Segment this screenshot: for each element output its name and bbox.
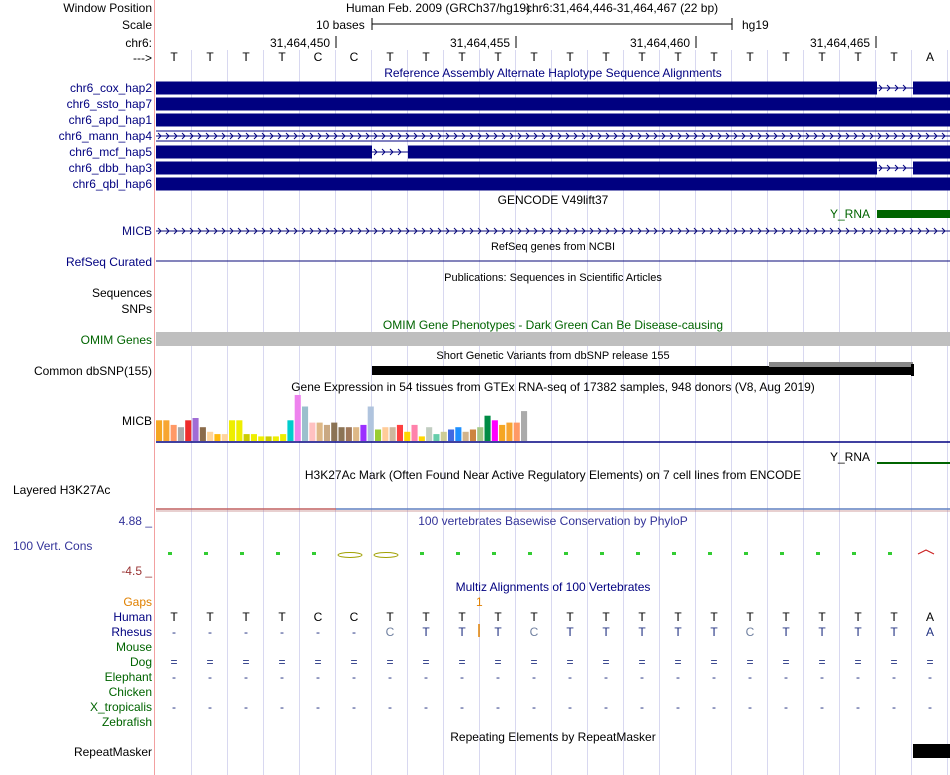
scale-text: 10 bases bbox=[316, 18, 365, 32]
base-letter: T bbox=[494, 50, 502, 64]
species-rhesus-label: Rhesus bbox=[111, 625, 152, 639]
alignment-base: T bbox=[386, 610, 394, 624]
alignment-base: - bbox=[352, 670, 356, 684]
alignment-base: T bbox=[854, 610, 862, 624]
base-letter: T bbox=[566, 50, 574, 64]
phylop-score bbox=[374, 553, 398, 558]
phylop-score bbox=[636, 552, 640, 555]
phylop-score bbox=[672, 552, 676, 555]
hap-label-7[interactable]: chr6_qbl_hap6 bbox=[72, 177, 152, 191]
alignment-base: T bbox=[566, 610, 574, 624]
alignment-base: - bbox=[208, 670, 212, 684]
gtex-bar bbox=[280, 434, 286, 441]
h3k27ac-label[interactable]: Layered H3K27Ac bbox=[13, 483, 111, 497]
gtex-bar bbox=[193, 418, 199, 441]
phylop-title[interactable]: 100 vertebrates Basewise Conservation by PhyloP bbox=[418, 514, 688, 528]
base-letter: T bbox=[530, 50, 538, 64]
hap-label-1[interactable]: chr6_cox_hap2 bbox=[69, 81, 152, 95]
hap3-block-a bbox=[156, 162, 877, 175]
alignment-base: - bbox=[676, 700, 680, 714]
alignment-base: - bbox=[424, 700, 428, 714]
gtex-bar bbox=[433, 434, 439, 441]
multiz-title[interactable]: Multiz Alignments of 100 Vertebrates bbox=[455, 580, 651, 594]
hap6-block bbox=[156, 178, 950, 191]
publications-seq-label[interactable]: Sequences bbox=[91, 286, 152, 300]
hap1-block bbox=[156, 114, 950, 127]
alignment-base: = bbox=[494, 655, 502, 669]
gtex-bar bbox=[258, 436, 264, 441]
alignment-base: = bbox=[422, 655, 430, 669]
alignment-base: T bbox=[278, 610, 286, 624]
position-text: chr6:31,464,446-31,464,467 (22 bp) bbox=[526, 1, 719, 15]
alignment-base: - bbox=[208, 700, 212, 714]
gtex-bar bbox=[360, 425, 366, 441]
alignment-base: - bbox=[640, 700, 644, 714]
alignment-base: - bbox=[244, 700, 248, 714]
alignment-base: T bbox=[674, 610, 682, 624]
omim-label[interactable]: OMIM Genes bbox=[80, 333, 152, 347]
alignment-base: = bbox=[170, 655, 178, 669]
gencode-yrna-block bbox=[877, 210, 950, 218]
alignment-base: T bbox=[458, 610, 466, 624]
tick-label-3: 31,464,460 bbox=[630, 36, 691, 50]
alignment-base: C bbox=[385, 625, 395, 639]
alignment-base: T bbox=[422, 610, 430, 624]
alignment-base: - bbox=[460, 700, 464, 714]
track-area[interactable] bbox=[156, 0, 950, 775]
alignment-base: - bbox=[244, 670, 248, 684]
hap7-block bbox=[156, 98, 950, 111]
gtex-bar bbox=[309, 423, 315, 441]
alignment-base: - bbox=[784, 670, 788, 684]
alignment-base: - bbox=[316, 700, 320, 714]
gtex-bar bbox=[295, 395, 301, 441]
gtex-bar bbox=[287, 420, 293, 441]
gencode-gene-label[interactable]: MICB bbox=[122, 224, 152, 238]
alignment-base: - bbox=[604, 700, 608, 714]
tick-label-2: 31,464,455 bbox=[450, 36, 511, 50]
hap-label-4[interactable]: chr6_mann_hap4 bbox=[58, 129, 152, 143]
multiz-gaps-label: Gaps bbox=[123, 595, 152, 609]
alignment-base: T bbox=[602, 625, 610, 639]
species-chicken-label: Chicken bbox=[108, 685, 152, 699]
alignment-base: C bbox=[745, 625, 755, 639]
phylop-score bbox=[312, 552, 316, 555]
gtex-bar bbox=[477, 427, 483, 441]
base-letter: A bbox=[925, 50, 934, 64]
gtex-bar bbox=[441, 432, 447, 441]
alignment-base: = bbox=[206, 655, 214, 669]
gtex-bar bbox=[455, 427, 461, 441]
gtex-bar bbox=[324, 425, 330, 441]
alignment-base: T bbox=[602, 610, 610, 624]
base-letter: T bbox=[278, 50, 286, 64]
alignment-base: = bbox=[674, 655, 682, 669]
alignment-base: - bbox=[316, 625, 320, 639]
alignment-base: - bbox=[748, 700, 752, 714]
alignment-base: - bbox=[640, 670, 644, 684]
alignment-base: = bbox=[566, 655, 574, 669]
h3k27ac-title[interactable]: H3K27Ac Mark (Often Found Near Active Regulatory Elements) on 7 cell lines from ENCODE bbox=[304, 468, 802, 482]
base-letter: C bbox=[313, 50, 323, 64]
alignment-base: T bbox=[710, 625, 718, 639]
species-elephant-label: Elephant bbox=[104, 670, 152, 684]
alignment-base: = bbox=[710, 655, 718, 669]
gtex-bar bbox=[251, 434, 257, 441]
alignment-base: - bbox=[928, 700, 932, 714]
gtex-bar bbox=[339, 427, 345, 441]
base-letter: C bbox=[349, 50, 359, 64]
gtex-bar bbox=[506, 423, 512, 441]
gtex-bar bbox=[404, 432, 410, 441]
multiz-gap-marker: 1 bbox=[476, 595, 483, 609]
alignment-base: - bbox=[172, 670, 176, 684]
gtex-bar bbox=[485, 416, 491, 441]
gtex-bar bbox=[266, 436, 272, 441]
alignment-base: = bbox=[638, 655, 646, 669]
db-text: hg19 bbox=[742, 18, 769, 32]
alignment-base: - bbox=[892, 700, 896, 714]
gtex-gene-label[interactable]: MICB bbox=[122, 414, 152, 428]
publications-title[interactable]: Publications: Sequences in Scientific Articles bbox=[444, 272, 662, 284]
alignment-base: = bbox=[458, 655, 466, 669]
gtex-bar bbox=[156, 420, 162, 441]
alignment-base: T bbox=[818, 625, 826, 639]
alignment-base: = bbox=[818, 655, 826, 669]
base-letter: T bbox=[242, 50, 250, 64]
scale-label: Scale bbox=[121, 18, 152, 32]
alignment-base: - bbox=[856, 700, 860, 714]
alignment-base: - bbox=[928, 670, 932, 684]
alignment-base: T bbox=[674, 625, 682, 639]
hap5-block-a bbox=[156, 146, 372, 159]
gtex-bar bbox=[499, 425, 505, 441]
species-mouse-label: Mouse bbox=[115, 640, 152, 654]
alignment-base: - bbox=[820, 670, 824, 684]
phylop-score bbox=[276, 552, 280, 555]
gtex-bar bbox=[382, 427, 388, 441]
alignment-base: = bbox=[854, 655, 862, 669]
base-letter: T bbox=[890, 50, 898, 64]
alignment-base: C bbox=[529, 625, 539, 639]
alignment-base: - bbox=[388, 700, 392, 714]
phylop-score bbox=[708, 552, 712, 555]
chrom-label: chr6: bbox=[125, 36, 152, 50]
gtex-bar bbox=[412, 425, 418, 441]
gtex-bar bbox=[222, 434, 228, 441]
base-letter: T bbox=[746, 50, 754, 64]
phylop-score bbox=[600, 552, 604, 555]
alignment-base: T bbox=[458, 625, 466, 639]
phylop-score bbox=[456, 552, 460, 555]
refseq-title[interactable]: RefSeq genes from NCBI bbox=[490, 241, 616, 253]
alignment-base: - bbox=[892, 670, 896, 684]
alignment-base: - bbox=[532, 670, 536, 684]
alignment-base: - bbox=[496, 670, 500, 684]
tick-label-4: 31,464,465 bbox=[810, 36, 871, 50]
alignment-base: T bbox=[710, 610, 718, 624]
alignment-base: = bbox=[782, 655, 790, 669]
base-letter: T bbox=[782, 50, 790, 64]
alignment-base: - bbox=[424, 670, 428, 684]
gtex-bar bbox=[346, 427, 352, 441]
gencode-yrna-label[interactable]: Y_RNA bbox=[830, 207, 871, 221]
phylop-score bbox=[564, 552, 568, 555]
window-position-label: Window Position bbox=[63, 1, 152, 15]
hap2-block-a bbox=[156, 82, 877, 95]
phylop-min-label: -4.5 _ bbox=[121, 564, 152, 578]
alignment-base: - bbox=[388, 670, 392, 684]
phylop-score bbox=[420, 552, 424, 555]
alignment-base: T bbox=[818, 610, 826, 624]
gtex-bar bbox=[521, 411, 527, 441]
gtex-bar bbox=[200, 427, 206, 441]
dbsnp-variant-black bbox=[372, 366, 913, 375]
omim-title[interactable]: OMIM Gene Phenotypes - Dark Green Can Be Disease-causing bbox=[382, 318, 724, 332]
phylop-score bbox=[528, 552, 532, 555]
phylop-score bbox=[852, 552, 856, 555]
alignment-base: = bbox=[278, 655, 286, 669]
alignment-base: - bbox=[172, 700, 176, 714]
dbsnp-variant-end bbox=[911, 364, 914, 376]
hap-label-6[interactable]: chr6_dbb_hap3 bbox=[68, 161, 152, 175]
alignment-base: - bbox=[568, 700, 572, 714]
alignment-base: - bbox=[784, 700, 788, 714]
repeatmasker-block bbox=[913, 744, 950, 758]
alignment-base: T bbox=[422, 625, 430, 639]
alignment-base: = bbox=[926, 655, 934, 669]
phylop-max-label: 4.88 _ bbox=[118, 514, 152, 528]
phylop-score bbox=[492, 552, 496, 555]
phylop-score bbox=[888, 552, 892, 555]
alignment-base: = bbox=[746, 655, 754, 669]
phylop-score bbox=[204, 552, 208, 555]
gtex-bar bbox=[368, 407, 374, 442]
strand-label: ---> bbox=[133, 51, 152, 65]
alignment-base: C bbox=[349, 610, 359, 624]
alignment-base: = bbox=[350, 655, 358, 669]
base-letter: T bbox=[602, 50, 610, 64]
base-letter: T bbox=[854, 50, 862, 64]
repeatmasker-title[interactable]: Repeating Elements by RepeatMasker bbox=[450, 730, 656, 744]
alignment-base: - bbox=[352, 700, 356, 714]
tick-label-1: 31,464,450 bbox=[270, 36, 331, 50]
gtex-bar bbox=[229, 420, 235, 441]
alignment-base: T bbox=[530, 610, 538, 624]
alignment-base: = bbox=[602, 655, 610, 669]
dbsnp-label[interactable]: Common dbSNP(155) bbox=[33, 364, 152, 378]
alignment-base: T bbox=[170, 610, 178, 624]
alt-hap-title[interactable]: Reference Assembly Alternate Haplotype Sequence Alignments bbox=[384, 66, 722, 80]
gtex-bar bbox=[273, 436, 279, 441]
base-letter: T bbox=[170, 50, 178, 64]
species-zebrafish-label: Zebrafish bbox=[101, 715, 152, 729]
phylop-score bbox=[240, 552, 244, 555]
alignment-base: T bbox=[638, 625, 646, 639]
alignment-base: - bbox=[352, 625, 356, 639]
base-letter: T bbox=[422, 50, 430, 64]
repeatmasker-label[interactable]: RepeatMasker bbox=[73, 745, 152, 759]
alignment-base: - bbox=[532, 700, 536, 714]
base-letter: T bbox=[386, 50, 394, 64]
gtex-bar bbox=[397, 425, 403, 441]
alignment-base: - bbox=[172, 625, 176, 639]
gencode-title[interactable]: GENCODE V49lift37 bbox=[497, 193, 609, 207]
alignment-base: - bbox=[748, 670, 752, 684]
alignment-base: - bbox=[280, 700, 284, 714]
hap2-block-b bbox=[913, 82, 950, 95]
gtex-title[interactable]: Gene Expression in 54 tissues from GTEx RNA-seq of 17382 samples, 948 donors (V8, Aug 2019) bbox=[291, 380, 815, 394]
gtex-bar bbox=[331, 423, 337, 441]
hap-label-3[interactable]: chr6_apd_hap1 bbox=[68, 113, 152, 127]
base-letter: T bbox=[674, 50, 682, 64]
gtex-bar bbox=[419, 436, 425, 441]
alignment-base: = bbox=[890, 655, 898, 669]
species-dog-label: Dog bbox=[129, 655, 152, 669]
gtex-bar bbox=[448, 430, 454, 442]
phylop-score bbox=[338, 553, 362, 558]
alignment-base: - bbox=[208, 625, 212, 639]
gtex-bar bbox=[514, 423, 520, 441]
publications-snp-label[interactable]: SNPs bbox=[121, 302, 152, 316]
phylop-label[interactable]: 100 Vert. Cons bbox=[13, 539, 93, 553]
alignment-base: T bbox=[242, 610, 250, 624]
gtex-bar bbox=[375, 430, 381, 442]
gtex-yrna-label[interactable]: Y_RNA bbox=[830, 450, 871, 464]
phylop-score bbox=[780, 552, 784, 555]
alignment-base: - bbox=[496, 700, 500, 714]
alignment-base: T bbox=[494, 625, 502, 639]
alignment-base: - bbox=[712, 700, 716, 714]
alignment-base: - bbox=[460, 670, 464, 684]
alignment-base: T bbox=[494, 610, 502, 624]
base-letter: T bbox=[638, 50, 646, 64]
phylop-score bbox=[168, 552, 172, 555]
alignment-base: = bbox=[530, 655, 538, 669]
gtex-bar bbox=[207, 432, 213, 441]
gtex-bar bbox=[492, 420, 498, 441]
gtex-bar bbox=[171, 425, 177, 441]
gtex-bar bbox=[244, 434, 250, 441]
phylop-score bbox=[918, 550, 934, 554]
gtex-bar bbox=[463, 432, 469, 441]
alignment-base: T bbox=[782, 610, 790, 624]
alignment-base: T bbox=[854, 625, 862, 639]
gtex-bar bbox=[426, 427, 432, 441]
alignment-base: - bbox=[712, 670, 716, 684]
alignment-base: - bbox=[604, 670, 608, 684]
hap5-block-b bbox=[408, 146, 950, 159]
refseq-label[interactable]: RefSeq Curated bbox=[65, 255, 152, 269]
alignment-base: - bbox=[316, 670, 320, 684]
base-letter: T bbox=[206, 50, 214, 64]
base-letter: T bbox=[458, 50, 466, 64]
species-human-label: Human bbox=[113, 610, 152, 624]
gtex-bar bbox=[302, 407, 308, 442]
alignment-base: = bbox=[386, 655, 394, 669]
label-separator bbox=[154, 0, 155, 775]
species-xtropicalis-label: X_tropicalis bbox=[89, 700, 152, 714]
gtex-bar bbox=[353, 427, 359, 441]
alignment-base: - bbox=[676, 670, 680, 684]
alignment-base: - bbox=[280, 625, 284, 639]
gtex-bar bbox=[236, 420, 242, 441]
hap3-block-b bbox=[913, 162, 950, 175]
alignment-base: = bbox=[242, 655, 250, 669]
alignment-base: - bbox=[568, 670, 572, 684]
gtex-bar bbox=[178, 427, 184, 441]
alignment-base: = bbox=[314, 655, 322, 669]
omim-bar bbox=[156, 332, 950, 346]
alignment-base: - bbox=[856, 670, 860, 684]
gtex-bar bbox=[214, 434, 220, 441]
alignment-base: - bbox=[244, 625, 248, 639]
alignment-base: A bbox=[925, 610, 934, 624]
alignment-base: - bbox=[820, 700, 824, 714]
hap-label-5[interactable]: chr6_mcf_hap5 bbox=[69, 145, 152, 159]
assembly-text: Human Feb. 2009 (GRCh37/hg19) bbox=[346, 1, 531, 15]
base-letter: T bbox=[818, 50, 826, 64]
alignment-base: T bbox=[782, 625, 790, 639]
alignment-base: T bbox=[638, 610, 646, 624]
alignment-base: T bbox=[890, 625, 898, 639]
gtex-bar bbox=[390, 427, 396, 441]
gtex-bar bbox=[163, 420, 169, 441]
gtex-bar bbox=[470, 430, 476, 442]
gtex-bar bbox=[185, 420, 191, 441]
alignment-base: T bbox=[890, 610, 898, 624]
alignment-base: - bbox=[280, 670, 284, 684]
alignment-base: A bbox=[925, 625, 934, 639]
alignment-base: T bbox=[566, 625, 574, 639]
phylop-score bbox=[816, 552, 820, 555]
base-letter: T bbox=[710, 50, 718, 64]
phylop-score bbox=[744, 552, 748, 555]
dbsnp-title[interactable]: Short Genetic Variants from dbSNP release 155 bbox=[436, 350, 670, 362]
hap-label-2[interactable]: chr6_ssto_hap7 bbox=[66, 97, 152, 111]
alignment-base: C bbox=[313, 610, 323, 624]
alignment-base: T bbox=[746, 610, 754, 624]
gtex-bar bbox=[317, 423, 323, 441]
alignment-base: T bbox=[206, 610, 214, 624]
